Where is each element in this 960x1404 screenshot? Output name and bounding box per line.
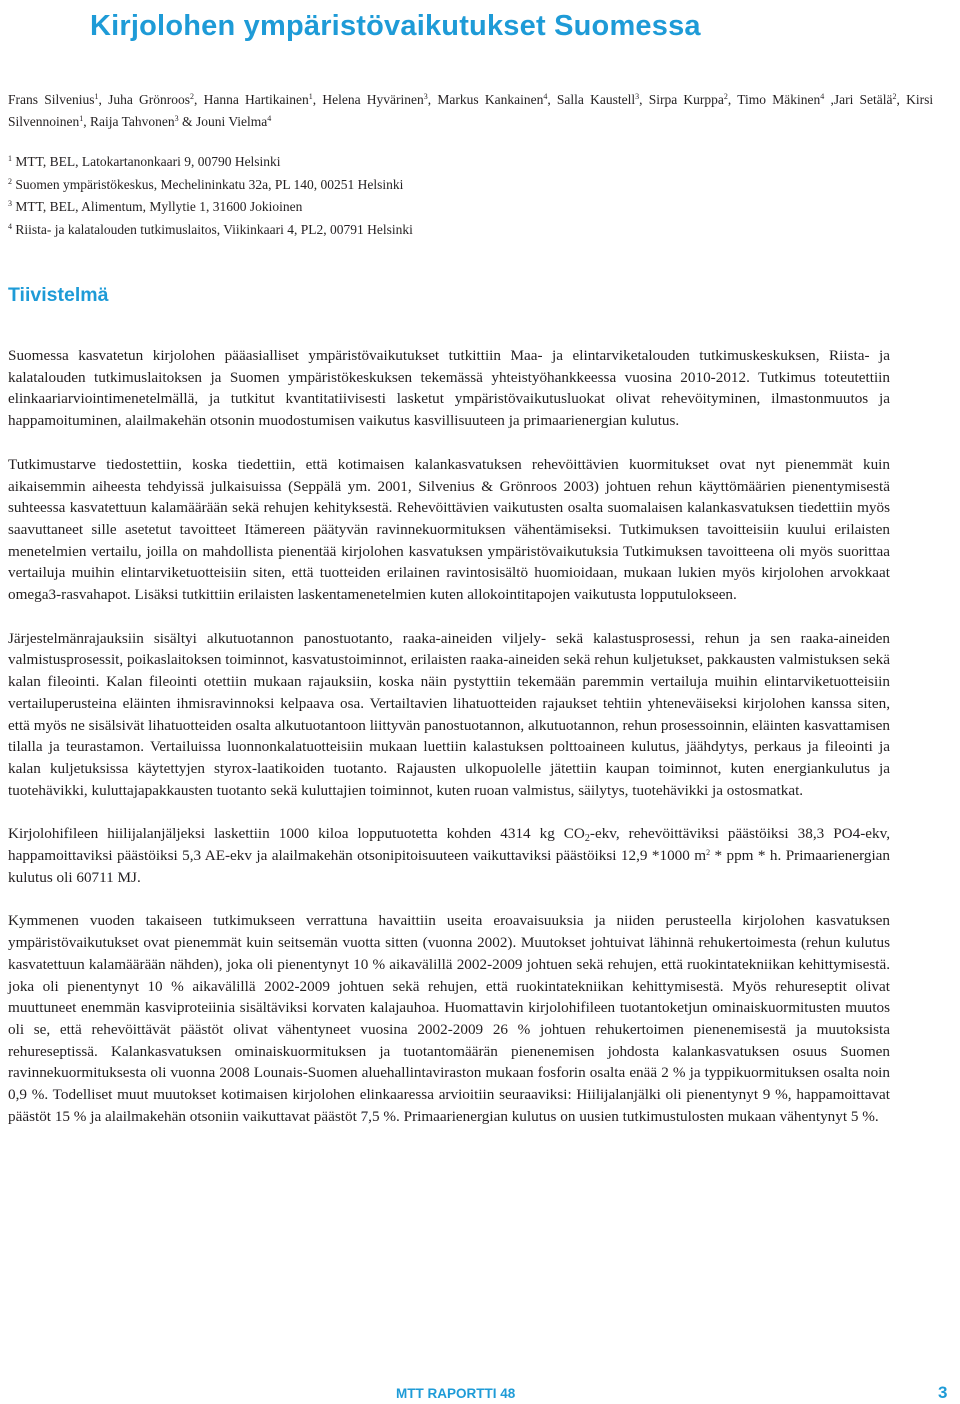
abstract-body: [8, 345, 890, 1150]
superscript: 2: [706, 848, 711, 858]
affiliation-item: [8, 219, 933, 242]
affiliation-marker: 4: [267, 114, 272, 123]
affiliation-marker: 4: [820, 92, 825, 101]
author-name: Jouni Vielma: [195, 114, 268, 129]
paragraph: Suomessa kasvatetun kirjolohen pääasialliset ympäristövaikutukset tutkittiin Maa- ja elintarviketalouden tutkimuskeskuksen, Riista- ja kalatalouden tutkimuslaitoksen ja Suomen ympäristökeskuksen tekemässä yhteistyöhankkeessa vuosina 2010-2012. Tutkimus toteutettiin elinkaariarviointimenetelmällä, ja tutkitut kvantitatiivisesti lasketut ympäristövaikutusluokat olivat rehevöityminen, ilmastonmuutos ja happamoituminen, alailmakehän otsonin muodostumisen vaikutus kasvillisuuteen ja primaarienergian kulutus.: [8, 347, 890, 430]
affiliation-marker: 3: [174, 114, 179, 123]
page-number: 3: [938, 1383, 948, 1402]
author-name: Raija Tahvonen: [90, 114, 175, 129]
author-separator: ,: [824, 92, 834, 107]
affiliation-item: [8, 196, 933, 219]
affiliation-marker: 1: [308, 92, 313, 101]
paragraph: Kymmenen vuoden takaiseen tutkimukseen verrattuna havaittiin useita eroavaisuuksia ja niiden perusteella kirjolohen kasvatuksen ympäristövaikutukset ovat pienemmät kuin seitsemän vuotta sitten (vuonna 2002). Muutokset johtuivat lähinnä rehukertoimesta (rehun kulutus kasvatettuun kalamäärään nähden), joka oli pienentynyt 10 % aikavälillä 2002-2009 johtuen sekä rehujen, että ruokintatekniikan kehittymisestä. joka oli pienentynyt 10 % aikavälillä 2002-2009 johtuen sekä rehujen, että ruokintatekniikan kehittymisestä. Myös rehureseptit olivat muuttuneet enemmän kasviproteiinia sisältäviksi korvaten kalajauhoa. Huomattavin kirjolohifileen tuotantoketjun ominaiskuormitusten muutos oli se, että rehevöittävät päästöt olivat vähentyneet vuosina 2002-2009 26 % johtuen rehukertoimen pienenemisestä ja muutoksista rehureseptissä. Kalankasvatuksen ominaiskuormituksen ja tuotantomäärän pienenemisen johdosta kalankasvatuksen osuus Suomen ravinnekuormituksesta oli vuonna 2008 Lounais-Suomen aluehallintaviraston mukaan fosforin osalta enää 2 % ja typpikuormituksen osalta noin 0,9 %. Todelliset muut muutokset kotimaisen kirjolohen elinkaaressa arvioitiin seuraaviksi: Hiilijalanjälki oli pienentynyt 9 %, happamoittavat päästöt 15 % ja alailmakehän otsoniin vaikuttavat päästöt 7,5 %. Primaarienergian kulutus on uusien tutkimustulosten mukaan vähentynyt 5 %.: [8, 912, 890, 1125]
author-separator: ,: [194, 92, 204, 107]
affiliation-marker: 4: [543, 92, 548, 101]
author-separator: ,: [312, 92, 323, 107]
affiliation-item: [8, 174, 933, 197]
affiliation-marker: 1: [94, 92, 99, 101]
author-separator: ,: [83, 114, 90, 129]
affiliation-text: MTT, BEL, Latokartanonkaari 9, 00790 Helsinki: [15, 154, 281, 169]
author-list: [8, 89, 933, 133]
footer-label: MTT RAPORTTI 48: [396, 1386, 516, 1401]
paragraph: Järjestelmänrajauksiin sisältyi alkutuotannon panostuotanto, raaka-aineiden viljely- sekä kalastusprosessi, rehun ja sen raaka-aineiden valmistusprosessit, poikaslaitoksen toiminnot, kasvatustoiminnot, erilaisten raaka-aineiden sekä rehun kuljetukset, pakkausten valmistuksen sekä kalan fileointi. Kalan fileointi otettiin mukaan rajauksiin, koska näin pystyttiin tekemään paremmin vertailuja muihin elintarviketuotteisiin vertailuperusteina eläinten ihmisravinnoksi kelpaava osa. Vertailtavien lihatuotteiden rajaukset tehtiin yhteneväiseksi kirjolohen kanssa siten, että myös ne sisälsivät lihatuotteiden osalta alkutuotantoon liittyvän panostuotannon, alkutuotannon, rehun prosessoinnin, eläinten kasvattamisen tilalla ja teurastamon. Vertailuissa luonnonkalatuotteisiin mukaan luettiin kalastuksen polttoaineen kulutus, jäähdytys, perkaus ja fileointi ja kalan kuljetuksissa käytettyjen styrox-laatikoiden tuotanto. Rajausten ulkopuolelle jätettiin kaupan toiminnot, kuten energiankulutus ja tuotehävikki, kuluttajapakkausten tuotanto sekä kuluttajien toiminnot, kuten ruoan valmistus, säilytys, tuotehävikki ja ostosmatkat.: [8, 629, 890, 799]
author-name: Salla Kaustell: [556, 92, 636, 107]
author-name: Hanna Hartikainen: [203, 92, 309, 107]
author-separator: ,: [547, 92, 557, 107]
affiliation-marker: 2: [723, 92, 728, 101]
subscript: 2: [584, 833, 590, 845]
affiliation-marker: 2: [892, 92, 897, 101]
author-name: Jari Setälä: [833, 92, 893, 107]
author-separator: ,: [427, 92, 438, 107]
author-separator: ,: [98, 92, 109, 107]
author-name: Helena Hyvärinen: [322, 92, 424, 107]
affiliation-marker: 3: [423, 92, 428, 101]
affiliation-number: 2: [8, 176, 12, 186]
abstract-heading: Tiivistelmä: [8, 284, 109, 306]
affiliation-item: [8, 151, 933, 174]
author-separator: &: [178, 114, 196, 129]
author-name: Frans Silvenius: [8, 92, 95, 107]
affiliation-number: 3: [8, 199, 12, 208]
author-name: Sirpa Kurppa: [648, 92, 724, 107]
author-separator: ,: [896, 92, 907, 107]
author-name: Kirsi Silvennoinen: [8, 92, 934, 129]
author-separator: ,: [727, 92, 738, 107]
affiliation-number: 1: [8, 154, 12, 163]
affiliation-text: Riista- ja kalatalouden tutkimuslaitos, Viikinkaari 4, PL2, 00791 Helsinki: [15, 221, 413, 237]
affiliation-marker: 3: [635, 92, 640, 101]
affiliation-list: [8, 151, 933, 241]
affiliation-marker: 2: [190, 92, 195, 101]
affiliation-text: Suomen ympäristökeskus, Mechelininkatu 32a, PL 140, 00251 Helsinki: [15, 176, 404, 192]
text-run: Kirjolohifileen hiilijalanjäljeksi laskettiin 1000 kiloa lopputuotetta kohden 4314 kg CO: [8, 825, 585, 843]
author-name: Timo Mäkinen: [737, 92, 821, 107]
affiliation-marker: 1: [79, 114, 84, 123]
text-run: -ekv, rehevöittäviksi päästöiksi 38,3 PO4-ekv, happamoittaviksi päästöiksi 5,3 AE-ekv ja alailmakehän otsonipitoisuuteen vaikuttaviksi päästöiksi 12,9 *1000 m: [8, 825, 890, 865]
author-name: Juha Grönroos: [108, 92, 191, 107]
affiliation-number: 4: [8, 221, 12, 231]
paragraph: Tutkimustarve tiedostettiin, koska tiedettiin, että kotimaisen kalankasvatuksen rehevöittävien kuormitukset ovat nyt pienemmät kuin aikaisemmin aiheesta tehdyissä julkaisuissa (Seppälä ym. 2001, Silvenius & Grönroos 2003) johtuen rehun käyttömäärien pienentymisestä suhteessa kasvatettuun kalamäärään sekä rehujen kehityksestä. Rehevöittävien vaikutusten osalta suomalaisen kalankasvatuksen tiedettiin myös saavuttaneet sille asetetut tavoitteet Itämereen päätyvän ravinnekuormituksen vähentämiseksi. Tutkimuksen tavoitteisiin kuului erilaisten menetelmien vertailu, joilla on mahdollista pienentää kirjolohen kasvatuksen ympäristövaikutuksia Tutkimuksen tavoitteena oli myös suorittaa vertailuja muihin elintarviketuotteisiin siten, että tuotteiden erilainen ravintosisältö huomioidaan, mukaan lukien myös kirjolohen arvokkaat omega3-rasvahapot. Lisäksi tutkittiin erilaisten laskentamenetelmien kuten allokointitapojen vaikutusta lopputulokseen.: [8, 455, 890, 604]
author-separator: ,: [639, 92, 649, 107]
paragraph-emissions: [8, 823, 890, 888]
text-run: * ppm * h. Primaarienergian kulutus oli 60711 MJ.: [8, 847, 891, 886]
affiliation-text: MTT, BEL, Alimentum, Myllytie 1, 31600 Jokioinen: [15, 199, 303, 214]
page-title: Kirjolohen ympäristövaikutukset Suomessa: [90, 10, 701, 42]
author-name: Markus Kankainen: [437, 92, 544, 107]
